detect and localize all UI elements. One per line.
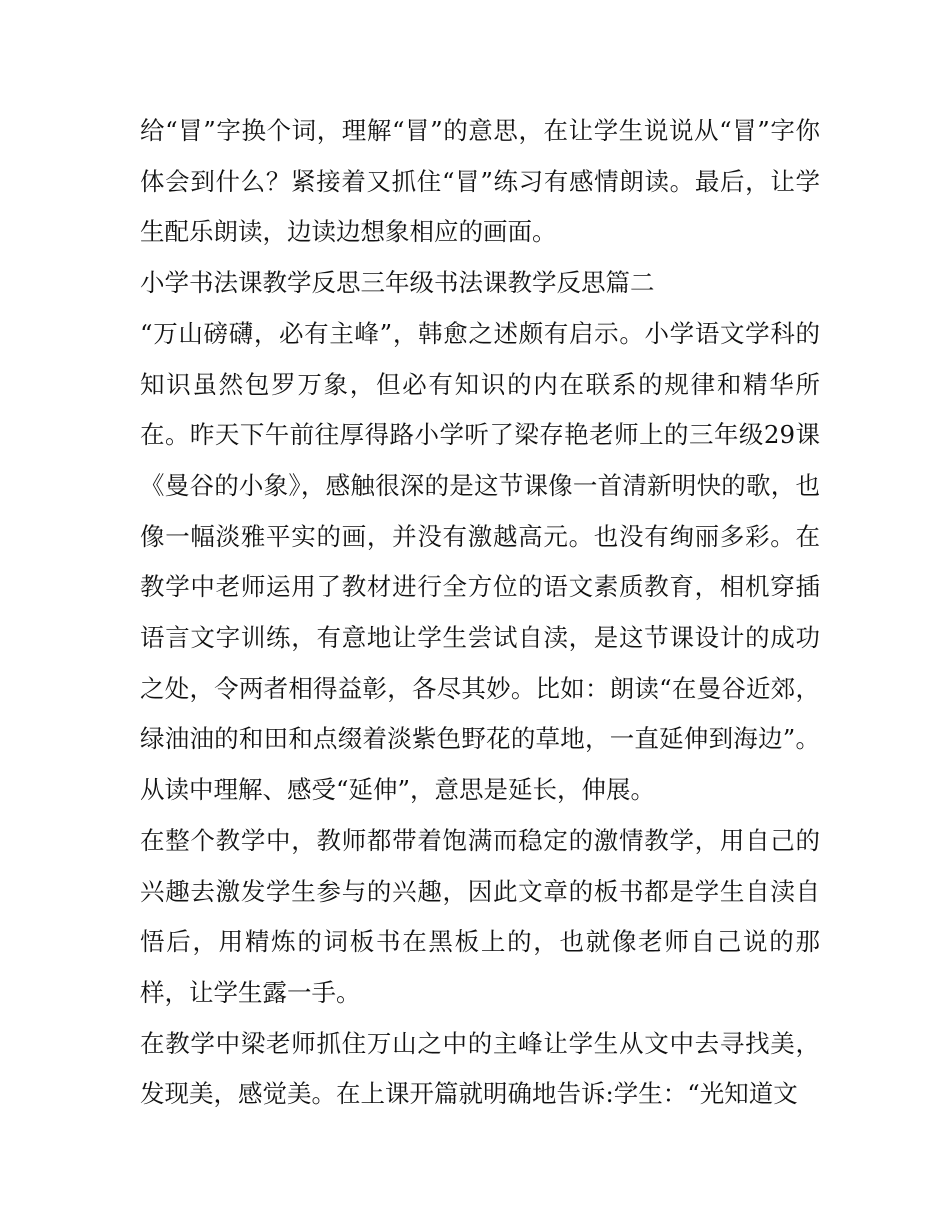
paragraph-intro: 给“冒”字换个词，理解“冒”的意思，在让学生说说从“冒”字你体会到什么？紧接着又抓住“冒”练习有感情朗读。最后，让学生配乐朗读，边读边想象相应的画面。	[140, 116, 820, 247]
paragraph-teaching: 在整个教学中，教师都带着饱满而稳定的激情教学，用自己的兴趣去激发学生参与的兴趣，因此文章的板书都是学生自渎自悟后，用精炼的词板书在黑板上的，也就像老师自己说的那样，让学生露一手。	[140, 825, 820, 1007]
document-body	[140, 106, 820, 1120]
paragraph-main: “万山磅礴，必有主峰”，韩愈之述颇有启示。小学语文学科的知识虽然包罗万象，但必有知识的内在联系的规律和精华所在。昨天下午前往厚得路小学听了梁存艳老师上的三年级29课《曼谷的小象》，感触很深的是这节课像一首清新明快的歌，也像一幅淡雅平实的画，并没有激越高元。也没有绚丽多彩。在教学中老师运用了教材进行全方位的语文素质教育，相机穿插语言文字训练，有意地让学生尝试自渎，是这节课设计的成功之处，令两者相得益彰，各尽其妙。比如：朗读“在曼谷近郊，绿油油的和田和点缀着淡紫色野花的草地，一直延伸到海边”。从读中理解、感受“延伸”，意思是延长，伸展。	[140, 318, 820, 805]
paragraph-beauty: 在教学中梁老师抓住万山之中的主峰让学生从文中去寻找美，发现美，感觉美。在上课开篇就明确地告诉:学生：“光知道文	[140, 1028, 820, 1109]
section-heading: 小学书法课教学反思三年级书法课教学反思篇二	[140, 268, 655, 298]
